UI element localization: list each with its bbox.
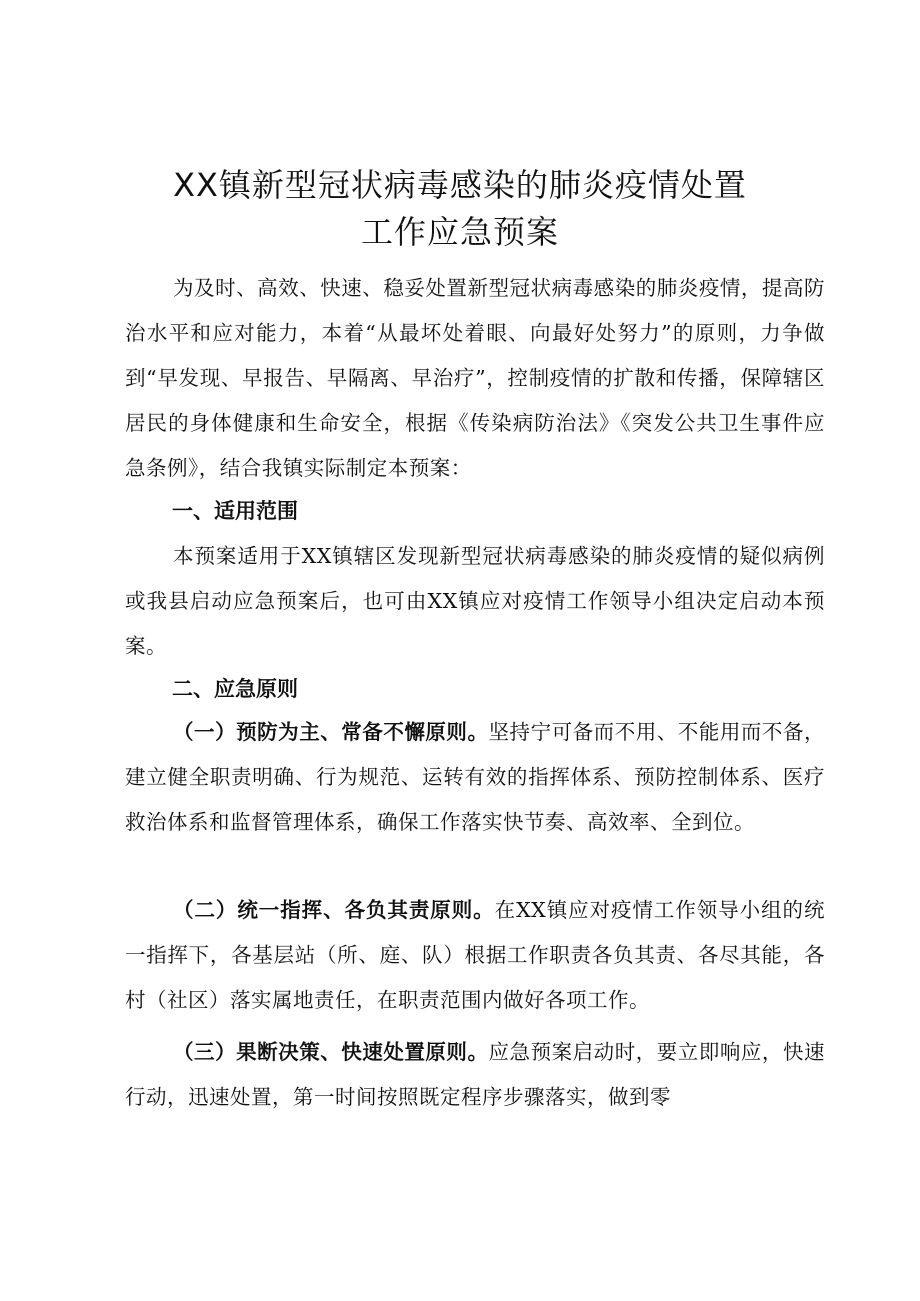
section-heading-principles: 二、应急原则: [172, 677, 298, 701]
principle-2-text: 在XX镇应对疫情工作领导小组的统一指挥下，各基层站（所、庭、队）根据工作职责各负其责、各尽其能，各村（社区）落实属地责任，在职责范围内做好各项工作。: [125, 898, 825, 1012]
principle-2-lead: （二）统一指挥、各负其责原则。: [173, 898, 495, 922]
principle-1-text: 坚持宁可备而不用、不能用而不备，建立健全职责明确、行为规范、运转有效的指挥体系、预防控制体系、医疗救治体系和监督管理体系，确保工作落实快节奏、高效率、全到位。: [125, 720, 825, 834]
scope-paragraph: [125, 534, 825, 669]
intro-text: 为及时、高效、快速、稳妥处置新型冠状病毒感染的肺炎疫情，提高防治水平和应对能力，本着“从最坏处着眼、向最好处努力”的原则，力争做到“早发现、早报告、早隔离、早治疗”，控制疫情的扩散和传播，保障辖区居民的身体健康和生命安全，根据《传染病防治法》《突发公共卫生事件应急条例》，结合我镇实际制定本预案：: [125, 276, 825, 480]
document-title-line-2: 工作应急预案: [360, 213, 559, 251]
principle-paragraph-2: [125, 888, 825, 1023]
principle-3-text: 应急预案启动时，要立即响应，快速行动，迅速处置，第一时间按照既定程序步骤落实，做到零: [125, 1040, 825, 1109]
document-title-line-1: XX镇新型冠状病毒感染的肺炎疫情处置: [173, 166, 747, 204]
principle-1-lead: （一）预防为主、常备不懈原则。: [173, 720, 489, 744]
section-heading-scope: 一、适用范围: [172, 499, 298, 523]
principle-paragraph-3: [125, 1030, 825, 1120]
principle-paragraph-1: [125, 710, 825, 845]
scope-text: 本预案适用于XX镇辖区发现新型冠状病毒感染的肺炎疫情的疑似病例或我县启动应急预案后，也可由XX镇应对疫情工作领导小组决定启动本预案。: [125, 544, 825, 658]
principle-3-lead: （三）果断决策、快速处置原则。: [173, 1040, 489, 1064]
intro-paragraph: [125, 266, 825, 491]
